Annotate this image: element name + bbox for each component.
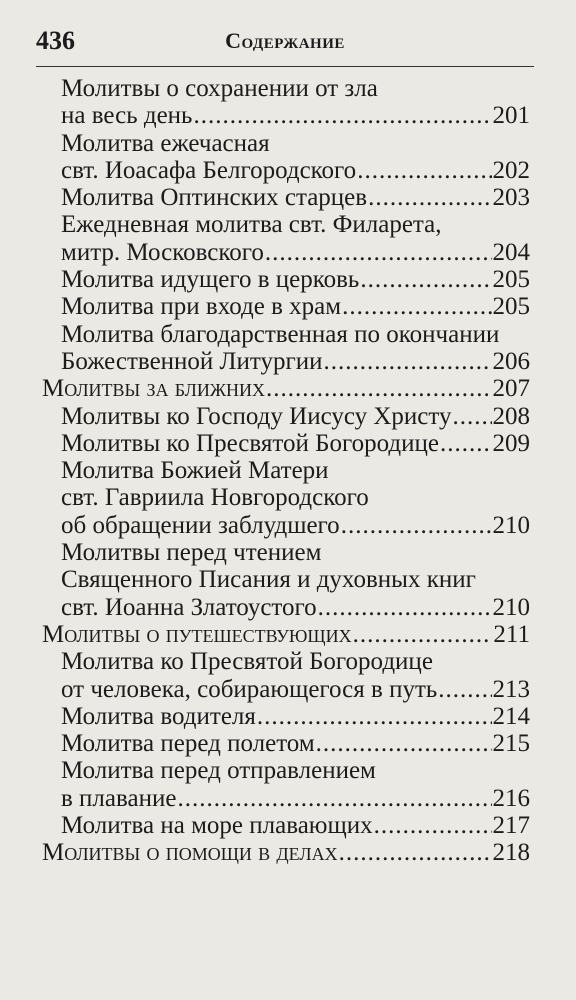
running-title: Содержание: [225, 28, 345, 53]
dot-leader: [353, 621, 493, 648]
toc-entry: [61, 757, 530, 812]
toc-entry-last-line: [61, 676, 530, 703]
dot-leader: [438, 676, 491, 703]
toc-page-number: 201: [492, 102, 530, 130]
toc-entry: [61, 75, 530, 130]
toc-entry-last-line: [61, 102, 530, 129]
toc-entry-line: Ежедневная молитва свт. Филарета,: [61, 211, 442, 239]
toc-entry-last-line: [61, 266, 530, 293]
toc-entry-last-line: [42, 839, 530, 866]
toc-entry-title: в плавание: [61, 784, 177, 812]
toc-entry-last-line: [61, 594, 530, 621]
toc-entry-title: Молитва на море плавающих: [61, 812, 373, 840]
toc-entry-line: Молитва Божией Матери: [61, 457, 329, 485]
dot-leader: [318, 594, 492, 621]
toc-entry-last-line: [61, 348, 530, 375]
toc-entry-line: Священного Писания и духовных книг: [61, 566, 476, 594]
toc-entry-line: Молитвы о сохранении от зла: [61, 75, 378, 102]
toc-entry-last-line: [42, 621, 530, 648]
toc-entry-title: свт. Иоанна Златоустого: [61, 593, 317, 621]
dot-leader: [357, 157, 491, 184]
toc-entry-line: Молитва ежечасная: [61, 129, 270, 157]
toc-page-number: 214: [492, 702, 530, 730]
toc-page-number: 218: [492, 839, 530, 867]
dot-leader: [339, 839, 492, 866]
toc-entry: [61, 266, 530, 293]
toc-entry: [61, 730, 530, 757]
toc-entry-title: Молитва Оптинских старцев: [61, 184, 368, 212]
toc-entry: [61, 321, 530, 376]
toc-page-number: 217: [492, 812, 530, 840]
toc-page-number: 211: [493, 620, 530, 648]
dot-leader: [177, 785, 491, 812]
dot-leader: [324, 348, 492, 375]
header-rule: [36, 66, 534, 67]
toc-entry-last-line: [42, 375, 530, 402]
toc-page-number: 207: [492, 375, 530, 403]
toc-entry-line: Молитва перед отправлением: [61, 757, 376, 785]
toc-entry-title: Молитва водителя: [61, 702, 256, 730]
dot-leader: [368, 184, 491, 211]
dot-leader: [265, 239, 492, 266]
toc-entry-last-line: [61, 184, 530, 211]
toc-entry-last-line: [61, 703, 530, 730]
toc-entry-title: Божественной Литургии: [61, 347, 323, 375]
toc-entry: [61, 430, 530, 457]
toc-section-entry: [42, 839, 530, 866]
toc-entry-title: Молитва при входе в храм: [61, 293, 342, 321]
toc-page-number: 203: [492, 184, 530, 212]
dot-leader: [374, 812, 492, 839]
dot-leader: [342, 293, 491, 320]
dot-leader: [266, 375, 492, 402]
toc-page-number: 210: [492, 593, 530, 621]
dot-leader: [257, 703, 492, 730]
toc-entry-last-line: [61, 730, 530, 757]
toc-page-number: 205: [492, 266, 530, 294]
dot-leader: [341, 512, 492, 539]
dot-leader: [193, 102, 491, 129]
toc-page-number: 215: [492, 730, 530, 758]
toc-entry: [61, 293, 530, 320]
dot-leader: [360, 266, 491, 293]
table-of-contents: [0, 75, 576, 867]
toc-entry: [61, 703, 530, 730]
toc-page-number: 206: [492, 347, 530, 375]
toc-entry-line: Молитвы перед чтением: [61, 539, 322, 567]
toc-entry: [61, 184, 530, 211]
toc-page-number: 202: [492, 156, 530, 184]
toc-page-number: 204: [492, 238, 530, 266]
toc-entry: [61, 812, 530, 839]
toc-entry-title: Молитва перед полетом: [61, 730, 315, 758]
toc-entry: [61, 457, 530, 539]
toc-entry-title: митр. Московского: [61, 238, 264, 266]
toc-entry: [61, 403, 530, 430]
toc-entry-line: Молитва благодарственная по окончании: [61, 320, 500, 348]
toc-entry-last-line: [61, 403, 530, 430]
toc-section-entry: [42, 375, 530, 402]
toc-entry: [61, 211, 530, 266]
toc-entry-last-line: [61, 239, 530, 266]
toc-entry-title: свт. Иоасафа Белгородского: [61, 156, 357, 184]
toc-entry-title: об обращении заблудшего: [61, 511, 340, 539]
toc-entry-title: Молитва идущего в церковь: [61, 266, 360, 294]
dot-leader: [440, 430, 492, 457]
toc-entry-line: свт. Гавриила Новгородского: [61, 484, 369, 512]
page-number: 436: [36, 26, 75, 55]
toc-entry: [61, 648, 530, 703]
toc-page-number: 208: [492, 402, 530, 430]
toc-page-number: 205: [492, 293, 530, 321]
toc-page-number: 213: [492, 675, 530, 703]
toc-entry-title: Молитвы за ближних: [42, 375, 265, 403]
toc-entry-last-line: [61, 512, 530, 539]
page-header: [36, 26, 534, 66]
toc-page-number: 209: [492, 429, 530, 457]
toc-entry-title: Молитвы о помощи в делах: [42, 839, 338, 867]
toc-entry: [61, 539, 530, 621]
toc-entry-last-line: [61, 812, 530, 839]
toc-entry: [61, 130, 530, 185]
toc-entry-last-line: [61, 785, 530, 812]
toc-page-number: 216: [492, 784, 530, 812]
toc-section-entry: [42, 621, 530, 648]
toc-page-number: 210: [492, 511, 530, 539]
toc-entry-title: Молитвы ко Господу Иисусу Христу: [61, 402, 452, 430]
toc-entry-title: на весь день: [61, 102, 193, 130]
toc-entry-line: Молитва ко Пресвятой Богородице: [61, 648, 433, 676]
toc-entry-last-line: [61, 293, 530, 320]
toc-entry-title: Молитвы ко Пресвятой Богородице: [61, 429, 439, 457]
toc-entry-title: Молитвы о путешествующих: [42, 620, 352, 648]
toc-entry-last-line: [61, 157, 530, 184]
dot-leader: [452, 403, 491, 430]
dot-leader: [316, 730, 492, 757]
toc-entry-title: от человека, собирающегося в путь: [61, 675, 438, 703]
toc-entry-last-line: [61, 430, 530, 457]
